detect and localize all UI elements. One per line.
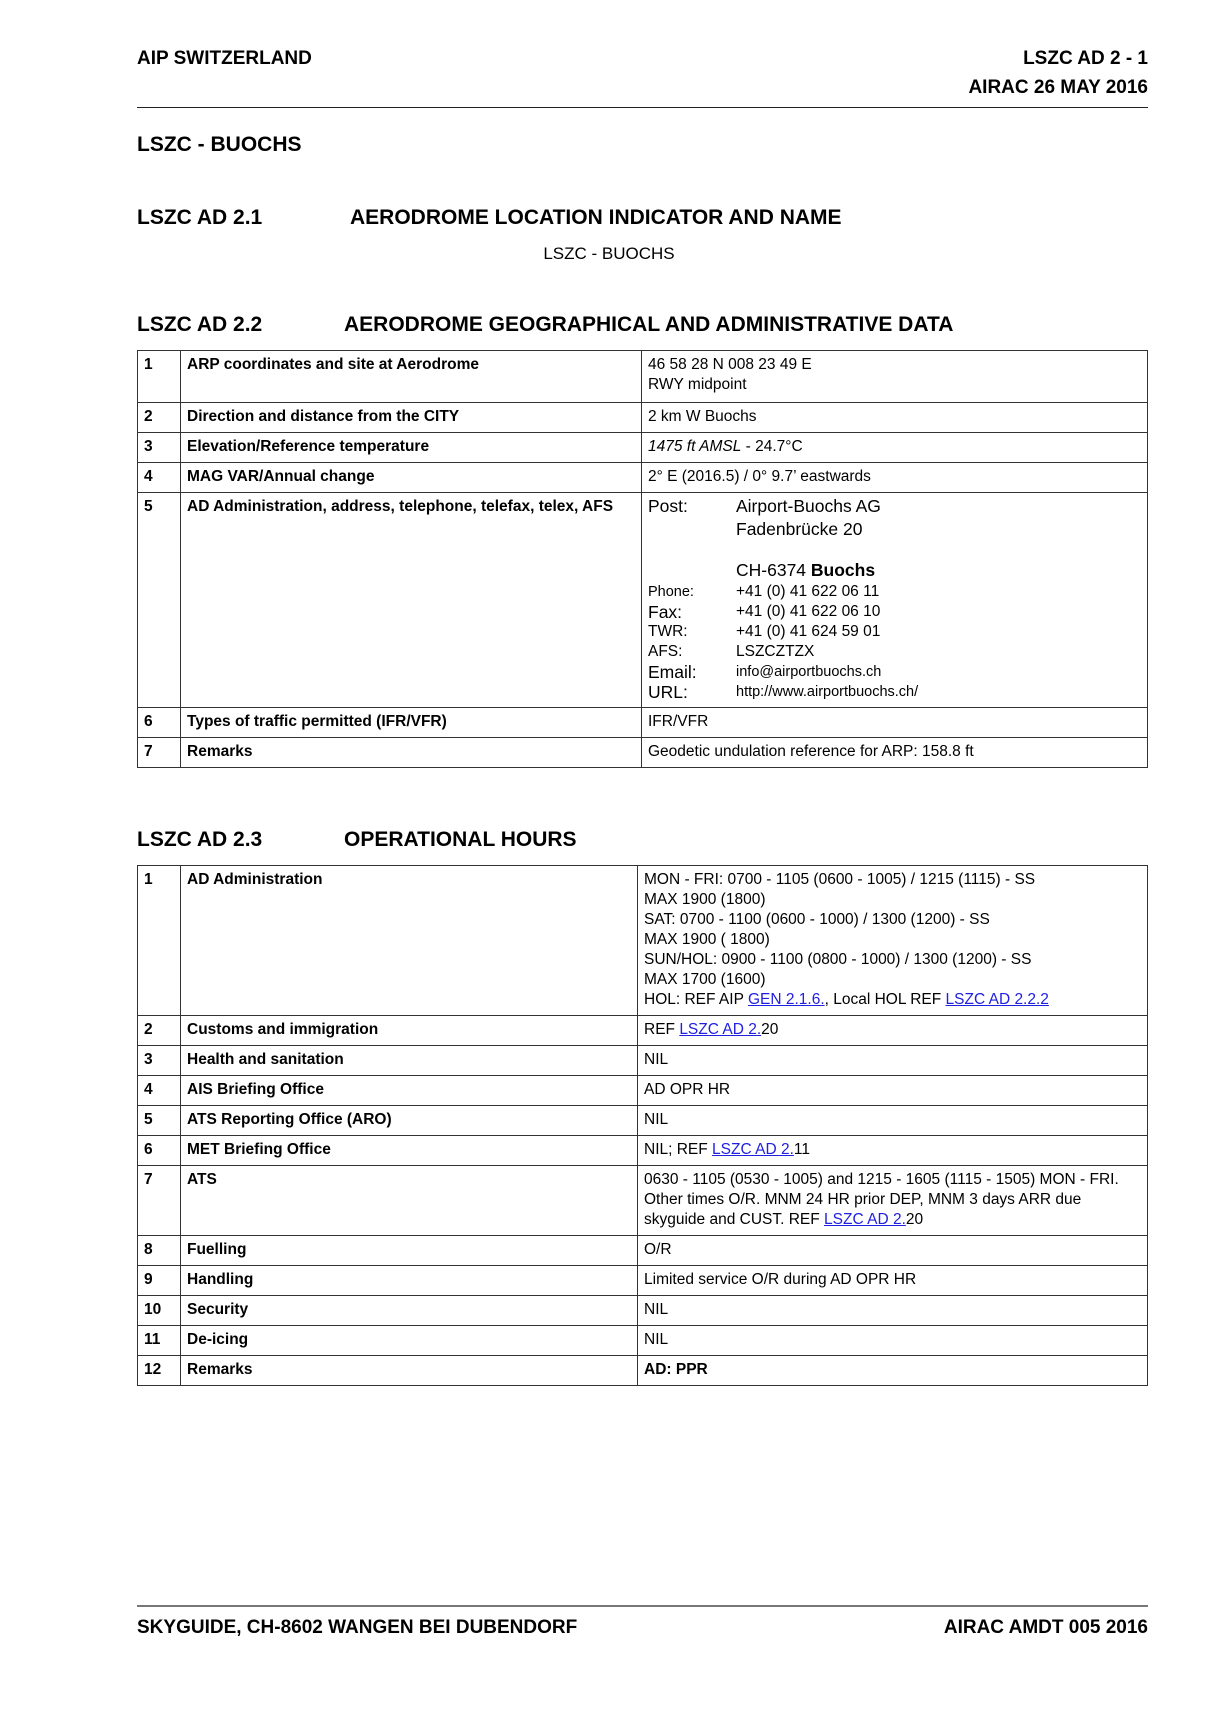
row-number: 4: [138, 463, 181, 493]
arp-site: RWY midpoint: [648, 376, 747, 393]
post-city-line: [736, 559, 1141, 582]
row-value: NIL; REF LSZC AD 2.11: [638, 1136, 1148, 1166]
table-row: [138, 866, 1148, 1016]
row-label: Elevation/Reference temperature: [181, 433, 642, 463]
afs-label: AFS:: [648, 643, 683, 660]
row-number: 3: [138, 1046, 181, 1076]
page-reference: LSZC AD 2 - 1: [1023, 48, 1148, 69]
row-number: 5: [138, 493, 181, 708]
row-label: Security: [181, 1296, 638, 1326]
elevation: 1475 ft AMSL: [648, 438, 742, 455]
table-row: [138, 738, 1148, 768]
section-2-1-number: LSZC AD 2.1: [137, 206, 263, 229]
section-2-2-title: AERODROME GEOGRAPHICAL AND ADMINISTRATIVE DATA: [344, 313, 954, 336]
row-value: NIL: [638, 1106, 1148, 1136]
row-label: Remarks: [181, 1356, 638, 1386]
airac-date: AIRAC 26 MAY 2016: [968, 77, 1148, 98]
amendment-number: AIRAC AMDT 005 2016: [943, 1617, 1148, 1638]
row-number: 10: [138, 1296, 181, 1326]
row-number: 6: [138, 1136, 181, 1166]
section-2-3-title: OPERATIONAL HOURS: [344, 828, 577, 851]
ats-reference-line: skyguide and CUST. REF LSZC AD 2.20: [644, 1211, 924, 1228]
post-city: Buochs: [810, 560, 876, 580]
row-number: 2: [138, 1016, 181, 1046]
section-2-3-number: LSZC AD 2.3: [137, 828, 263, 851]
row-number: 3: [138, 433, 181, 463]
row-number: 9: [138, 1266, 181, 1296]
row-value: NIL: [638, 1326, 1148, 1356]
row-number: 1: [138, 866, 181, 1016]
row-number: 5: [138, 1106, 181, 1136]
holiday-reference-line: [644, 990, 1141, 1010]
holiday-mid: , Local HOL REF: [824, 991, 946, 1008]
phone-number: +41 (0) 41 622 06 11: [736, 583, 880, 600]
table-row: [138, 1356, 1148, 1386]
row-value: IFR/VFR: [642, 708, 1148, 738]
contact-block: [648, 495, 1141, 702]
post-label: Post:: [648, 496, 688, 516]
table-row: [138, 1076, 1148, 1106]
section-2-2-number: LSZC AD 2.2: [137, 313, 263, 336]
operational-hours-table: [137, 865, 1148, 1386]
table-row: [138, 463, 1148, 493]
row-value: AD OPR HR: [638, 1076, 1148, 1106]
row-value: AD: PPR: [638, 1356, 1148, 1386]
footer-divider: [137, 1605, 1148, 1607]
fax-label: Fax:: [648, 602, 683, 622]
row-number: 12: [138, 1356, 181, 1386]
row-label: MET Briefing Office: [181, 1136, 638, 1166]
hours-line: MON - FRI: 0700 - 1105 (0600 - 1005) / 1215 (1115) - SS: [644, 871, 1036, 888]
row-value: O/R: [638, 1236, 1148, 1266]
email-label: Email:: [648, 662, 697, 682]
gen-2-1-6-link[interactable]: GEN 2.1.6.: [747, 991, 825, 1008]
post-street: Fadenbrücke 20: [736, 519, 863, 539]
publication-name: AIP SWITZERLAND: [137, 48, 312, 69]
geographical-admin-table: [137, 350, 1148, 768]
row-label: ATS Reporting Office (ARO): [181, 1106, 638, 1136]
hours-line: SUN/HOL: 0900 - 1100 (0800 - 1000) / 1300 (1200) - SS: [644, 951, 1032, 968]
header-divider: [137, 107, 1148, 108]
row-value: 2 km W Buochs: [642, 403, 1148, 433]
hours-line: SAT: 0700 - 1100 (0600 - 1000) / 1300 (1200) - SS: [644, 911, 990, 928]
table-row: [138, 1106, 1148, 1136]
holiday-prefix: HOL: REF AIP: [644, 991, 748, 1008]
ats-hours-line: 0630 - 1105 (0530 - 1005) and 1215 - 1605 (1115 - 1505) MON - FRI.: [644, 1171, 1119, 1188]
table-row: [138, 1016, 1148, 1046]
lszc-ad-2-2-2-link[interactable]: LSZC AD 2.2.2: [945, 991, 1049, 1008]
row-number: 1: [138, 351, 181, 403]
table-row: [138, 433, 1148, 463]
table-row: [138, 1136, 1148, 1166]
arp-coordinates: 46 58 28 N 008 23 49 E: [648, 356, 812, 373]
post-name: Airport-Buochs AG: [736, 496, 881, 516]
row-label: Types of traffic permitted (IFR/VFR): [181, 708, 642, 738]
website-url[interactable]: http://www.airportbuochs.ch/: [736, 684, 919, 700]
row-value: 2° E (2016.5) / 0° 9.7’ eastwards: [642, 463, 1148, 493]
row-value: Geodetic undulation reference for ARP: 158.8 ft: [642, 738, 1148, 768]
row-value: NIL: [638, 1296, 1148, 1326]
hours-line: MAX 1700 (1600): [644, 971, 766, 988]
row-number: 11: [138, 1326, 181, 1356]
hours-line: MAX 1900 (1800): [644, 891, 766, 908]
publisher: SKYGUIDE, CH-8602 WANGEN BEI DUBENDORF: [137, 1617, 578, 1638]
table-row: [138, 351, 1148, 403]
row-number: 8: [138, 1236, 181, 1266]
row-label: MAG VAR/Annual change: [181, 463, 642, 493]
row-label: De-icing: [181, 1326, 638, 1356]
section-2-1-title: AERODROME LOCATION INDICATOR AND NAME: [350, 206, 842, 229]
row-value: [642, 351, 1148, 403]
row-label: Handling: [181, 1266, 638, 1296]
table-row: [138, 1236, 1148, 1266]
row-label: Fuelling: [181, 1236, 638, 1266]
row-label: AD Administration: [181, 866, 638, 1016]
table-row: [138, 493, 1148, 708]
afs-address: LSZCZTZX: [736, 643, 815, 660]
twr-number: +41 (0) 41 624 59 01: [736, 623, 881, 640]
row-value: [638, 866, 1148, 1016]
table-row: [138, 1166, 1148, 1236]
table-row: [138, 1266, 1148, 1296]
row-number: 7: [138, 1166, 181, 1236]
row-value: REF LSZC AD 2.20: [638, 1016, 1148, 1046]
row-value: [638, 1166, 1148, 1236]
hours-line: MAX 1900 ( 1800): [644, 931, 770, 948]
table-row: [138, 708, 1148, 738]
row-value: Limited service O/R during AD OPR HR: [638, 1266, 1148, 1296]
row-label: ARP coordinates and site at Aerodrome: [181, 351, 642, 403]
twr-label: TWR:: [648, 623, 688, 640]
lszc-ad-2-20-link[interactable]: LSZC AD 2.: [679, 1021, 762, 1038]
row-number: 2: [138, 403, 181, 433]
row-value: [642, 493, 1148, 708]
post-zip: CH-6374: [736, 560, 811, 580]
table-row: [138, 1326, 1148, 1356]
fax-number: +41 (0) 41 622 06 10: [736, 603, 881, 620]
email-address[interactable]: info@airportbuochs.ch: [736, 664, 882, 680]
row-value: NIL: [638, 1046, 1148, 1076]
row-label: Customs and immigration: [181, 1016, 638, 1046]
table-row: [138, 1046, 1148, 1076]
lszc-ad-2-11-link[interactable]: LSZC AD 2.: [712, 1141, 794, 1158]
row-label: AIS Briefing Office: [181, 1076, 638, 1106]
url-label: URL:: [648, 682, 688, 702]
row-label: AD Administration, address, telephone, telefax, telex, AFS: [181, 493, 642, 708]
row-number: 4: [138, 1076, 181, 1106]
page-title: LSZC - BUOCHS: [137, 133, 302, 156]
lszc-ad-2-20-link[interactable]: LSZC AD 2.: [824, 1211, 906, 1228]
table-row: [138, 403, 1148, 433]
row-number: 7: [138, 738, 181, 768]
phone-label: Phone:: [648, 584, 694, 600]
row-number: 6: [138, 708, 181, 738]
row-label: ATS: [181, 1166, 638, 1236]
row-label: Remarks: [181, 738, 642, 768]
aerodrome-name: LSZC - BUOCHS: [543, 244, 675, 263]
row-value: [642, 433, 1148, 463]
row-label: Direction and distance from the CITY: [181, 403, 642, 433]
table-row: [138, 1296, 1148, 1326]
row-label: Health and sanitation: [181, 1046, 638, 1076]
reference-temperature: - 24.7°C: [741, 438, 803, 455]
ats-notice-line: Other times O/R. MNM 24 HR prior DEP, MNM 3 days ARR due: [644, 1191, 1082, 1208]
